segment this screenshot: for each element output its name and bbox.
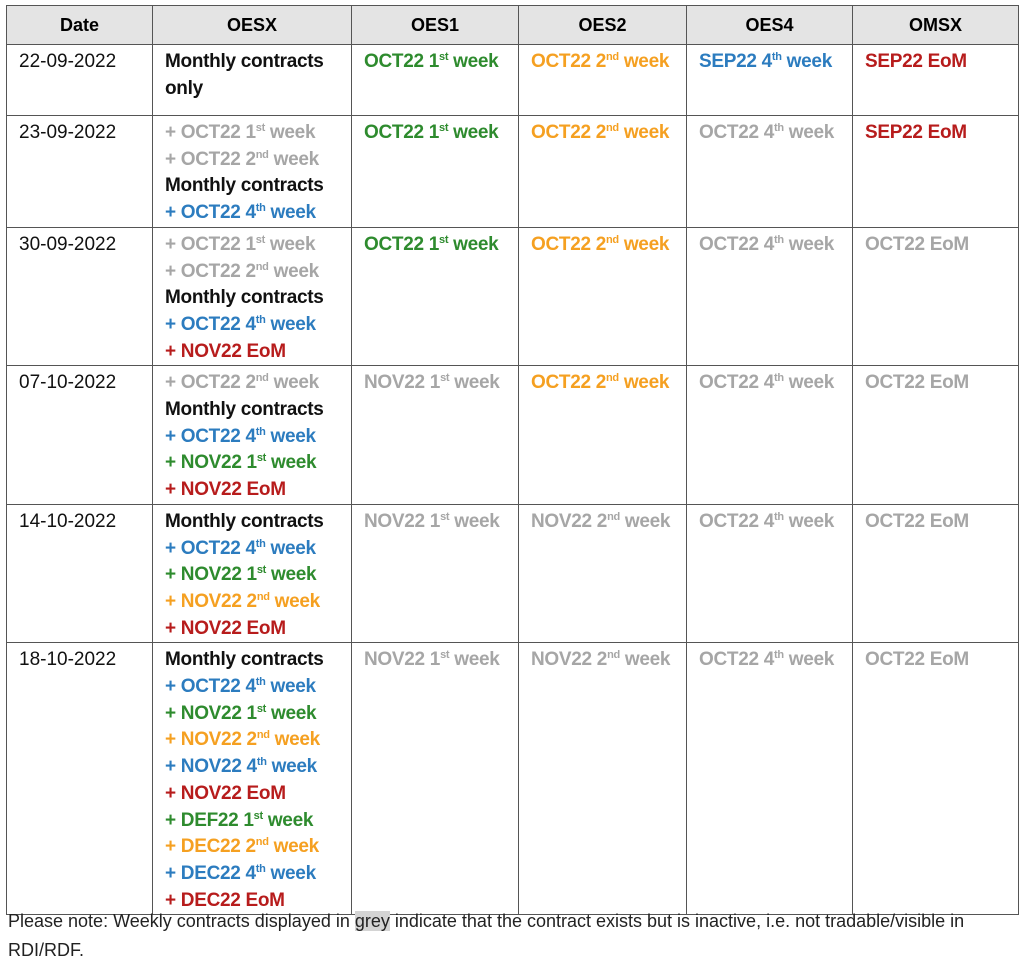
cell-date: [7, 504, 153, 643]
contract-label: [165, 312, 351, 339]
cell-date: [7, 116, 153, 228]
contract-label: [364, 647, 518, 674]
ordinal-suffix: nd: [606, 233, 619, 246]
cell-oes1: [352, 504, 519, 643]
contract-label: [165, 477, 351, 504]
contract-text: + OCT22 4: [165, 202, 256, 224]
contract-text: OCT22 1: [364, 233, 439, 255]
contract-label: [364, 509, 518, 536]
contract-text-suffix: week: [264, 233, 316, 255]
contract-text: + NOV22 1: [165, 564, 257, 586]
ordinal-suffix: st: [256, 452, 267, 465]
cell-omsx: [853, 227, 1019, 366]
contract-text-suffix: week: [449, 372, 500, 394]
column-header-date: Date: [7, 6, 153, 45]
contract-text: OCT22 EoM: [865, 649, 969, 671]
contract-text: OCT22 4: [699, 372, 774, 394]
ordinal-suffix: st: [255, 233, 265, 246]
contract-text-suffix: week: [448, 233, 499, 255]
table-header-row: [7, 6, 1019, 45]
table-row: [7, 504, 1019, 643]
date-text: 30-09-2022: [19, 233, 117, 255]
table-row: [7, 643, 1019, 915]
contract-label: [165, 562, 351, 589]
contract-text: + DEC22 2: [165, 836, 256, 858]
contract-text-suffix: week: [783, 649, 835, 671]
contract-text: + NOV22 2: [165, 729, 257, 751]
cell-oes2: [519, 227, 687, 366]
cell-omsx: [853, 45, 1019, 116]
contract-text-suffix: week: [619, 649, 671, 671]
contract-text-suffix: week: [781, 51, 832, 72]
ordinal-suffix: th: [774, 510, 784, 523]
contract-text-suffix: week: [265, 862, 316, 884]
contract-text: Monthly contracts: [165, 510, 324, 532]
ordinal-suffix: th: [255, 537, 266, 550]
contract-label: [165, 509, 351, 536]
contract-label: [699, 370, 852, 397]
cell-oes4: [687, 116, 853, 228]
ordinal-suffix: th: [255, 862, 266, 875]
cell-oes2: [519, 45, 687, 116]
contract-text: Monthly contracts: [165, 399, 324, 421]
cell-date: [7, 643, 153, 915]
cell-oesx: [153, 227, 352, 366]
contract-text-suffix: week: [262, 809, 314, 831]
contract-text-suffix: week: [264, 122, 316, 143]
ordinal-suffix: nd: [255, 260, 269, 273]
contract-label: [865, 647, 1018, 674]
contract-label: [699, 232, 852, 259]
contract-label: [165, 49, 351, 76]
contract-text: + NOV22 EoM: [165, 782, 286, 804]
contract-text: + NOV22 2: [165, 590, 257, 612]
contract-text: OCT22 4: [699, 510, 774, 532]
cell-omsx: [853, 366, 1019, 505]
cell-oes2: [519, 116, 687, 228]
contract-label: [865, 120, 1018, 147]
contract-label: [364, 370, 518, 397]
contract-text-suffix: week: [618, 51, 670, 72]
contract-label: [165, 727, 351, 754]
cell-oes4: [687, 366, 853, 505]
contract-label: [165, 285, 351, 312]
ordinal-suffix: th: [774, 649, 784, 662]
contract-label: [165, 834, 351, 861]
contract-text-suffix: week: [618, 372, 670, 394]
contract-label: [699, 509, 852, 536]
ordinal-suffix: st: [439, 51, 449, 63]
ordinal-suffix: st: [440, 649, 450, 662]
table-row: [7, 45, 1019, 116]
contract-text-suffix: week: [268, 260, 319, 282]
contract-text: only: [165, 77, 203, 99]
contract-text: NOV22 1: [364, 649, 441, 671]
contract-text-suffix: week: [619, 510, 671, 532]
contract-label: [531, 120, 686, 147]
contract-label: [165, 76, 351, 103]
contract-label: [165, 173, 351, 200]
contract-text: + NOV22 1: [165, 452, 257, 474]
contract-label: [865, 509, 1018, 536]
cell-oes1: [352, 366, 519, 505]
column-header-oesx: OESX: [153, 6, 352, 45]
contract-text-suffix: week: [265, 676, 316, 698]
ordinal-suffix: st: [256, 702, 267, 715]
contract-text: + DEF22 1: [165, 809, 254, 831]
contract-label: [865, 232, 1018, 259]
contract-text-suffix: week: [618, 233, 670, 255]
column-header-oes1: OES1: [352, 6, 519, 45]
ordinal-suffix: st: [255, 122, 265, 134]
table-row: [7, 227, 1019, 366]
contract-text: NOV22 2: [531, 649, 608, 671]
contract-label: [165, 424, 351, 451]
contract-text: NOV22 1: [364, 510, 441, 532]
cell-oesx: [153, 643, 352, 915]
ordinal-suffix: nd: [256, 729, 270, 742]
ordinal-suffix: th: [255, 676, 266, 689]
ordinal-suffix: nd: [255, 148, 269, 161]
contract-text: + NOV22 1: [165, 702, 257, 724]
contract-text: NOV22 2: [531, 510, 608, 532]
contract-text: SEP22 EoM: [865, 122, 967, 143]
cell-oes4: [687, 45, 853, 116]
contract-schedule-table: [6, 5, 1019, 915]
contract-text-suffix: week: [449, 649, 500, 671]
cell-oes4: [687, 643, 853, 915]
ordinal-suffix: nd: [606, 372, 619, 385]
contract-text: OCT22 1: [364, 122, 439, 143]
contract-label: [531, 49, 686, 76]
contract-text-suffix: week: [783, 233, 835, 255]
contract-text-suffix: week: [266, 564, 317, 586]
contract-text: + NOV22 EoM: [165, 479, 286, 501]
date-text: 22-09-2022: [19, 51, 117, 72]
contract-label: [165, 589, 351, 616]
footnote: [8, 907, 1016, 965]
contract-text: + OCT22 4: [165, 537, 256, 559]
contract-text: + DEC22 EoM: [165, 889, 285, 911]
contract-text-suffix: week: [265, 425, 316, 447]
table-body: [7, 45, 1019, 915]
contract-text-suffix: week: [268, 836, 319, 858]
contract-text-suffix: week: [266, 702, 317, 724]
column-header-oes2: OES2: [519, 6, 687, 45]
contract-text-suffix: week: [448, 51, 499, 72]
contract-label: [699, 49, 852, 76]
contract-label: [364, 49, 518, 76]
date-text: 18-10-2022: [19, 649, 117, 671]
contract-text: + OCT22 2: [165, 148, 256, 170]
contract-text-suffix: week: [269, 590, 320, 612]
date-text: 23-09-2022: [19, 122, 117, 143]
contract-label: [165, 339, 351, 366]
contract-text-suffix: week: [783, 372, 835, 394]
cell-oes1: [352, 643, 519, 915]
contract-text: OCT22 EoM: [865, 372, 969, 394]
contract-text-suffix: week: [266, 452, 317, 474]
ordinal-suffix: th: [774, 233, 784, 246]
ordinal-suffix: nd: [256, 590, 270, 603]
contract-label: [699, 647, 852, 674]
contract-label: [165, 397, 351, 424]
ordinal-suffix: th: [255, 202, 266, 215]
contract-label: [165, 536, 351, 563]
contract-text: + OCT22 4: [165, 313, 256, 335]
contract-text: OCT22 2: [531, 122, 606, 143]
contract-text-suffix: week: [269, 729, 320, 751]
contract-text-suffix: week: [783, 510, 835, 532]
contract-label: [531, 509, 686, 536]
ordinal-suffix: st: [253, 809, 263, 822]
ordinal-suffix: th: [255, 313, 266, 326]
contract-text: OCT22 4: [699, 122, 774, 143]
contract-text: OCT22 2: [531, 372, 606, 394]
ordinal-suffix: st: [256, 564, 267, 577]
contract-text-suffix: week: [783, 122, 835, 143]
contract-text: + DEC22 4: [165, 862, 256, 884]
contract-text: + OCT22 1: [165, 233, 256, 255]
footnote-text-start: Please note: Weekly contracts displayed in: [8, 911, 355, 931]
contract-label: [531, 232, 686, 259]
contract-label: [165, 147, 351, 174]
table-row: [7, 116, 1019, 228]
ordinal-suffix: st: [439, 233, 449, 246]
column-header-oes4: OES4: [687, 6, 853, 45]
contract-label: [165, 200, 351, 227]
contract-label: [165, 370, 351, 397]
ordinal-suffix: nd: [606, 122, 619, 134]
contract-label: [165, 754, 351, 781]
contract-label: [699, 120, 852, 147]
cell-omsx: [853, 504, 1019, 643]
contract-label: [165, 674, 351, 701]
cell-oesx: [153, 504, 352, 643]
cell-oes4: [687, 227, 853, 366]
contract-text-suffix: week: [266, 756, 317, 778]
cell-date: [7, 227, 153, 366]
contract-label: [165, 781, 351, 808]
contract-label: [364, 120, 518, 147]
cell-oes1: [352, 45, 519, 116]
contract-text: OCT22 2: [531, 233, 606, 255]
contract-label: [364, 232, 518, 259]
column-header-omsx: OMSX: [853, 6, 1019, 45]
contract-text: + OCT22 1: [165, 122, 256, 143]
cell-oes2: [519, 504, 687, 643]
footnote-text-end: indicate that the contract exists but is inactive, i.e. not tradable/visible in RDI/RDF.: [8, 911, 965, 960]
contract-label: [531, 370, 686, 397]
table-row: [7, 366, 1019, 505]
contract-text: + OCT22 4: [165, 425, 256, 447]
contract-label: [165, 701, 351, 728]
contract-label: [165, 647, 351, 674]
ordinal-suffix: th: [774, 372, 784, 385]
ordinal-suffix: nd: [606, 51, 619, 63]
ordinal-suffix: nd: [607, 510, 620, 523]
contract-label: [531, 647, 686, 674]
ordinal-suffix: nd: [607, 649, 620, 662]
ordinal-suffix: th: [774, 122, 784, 134]
contract-text: SEP22 EoM: [865, 51, 967, 72]
cell-omsx: [853, 116, 1019, 228]
contract-text: Monthly contracts: [165, 649, 324, 671]
cell-oes1: [352, 116, 519, 228]
contract-label: [165, 232, 351, 259]
contract-label: [165, 808, 351, 835]
contract-text: Monthly contracts: [165, 175, 324, 197]
cell-oesx: [153, 116, 352, 228]
contract-text-suffix: week: [265, 313, 316, 335]
contract-text-suffix: week: [265, 202, 316, 224]
ordinal-suffix: st: [439, 122, 449, 134]
date-text: 14-10-2022: [19, 510, 117, 532]
contract-text: OCT22 4: [699, 233, 774, 255]
contract-text: + NOV22 EoM: [165, 617, 286, 639]
contract-text: + OCT22 2: [165, 260, 256, 282]
ordinal-suffix: th: [771, 51, 782, 63]
contract-text-suffix: week: [268, 148, 319, 170]
contract-text: Monthly contracts: [165, 287, 324, 309]
footnote-grey-highlight: grey: [354, 911, 390, 931]
cell-oesx: [153, 45, 352, 116]
cell-omsx: [853, 643, 1019, 915]
cell-oes2: [519, 366, 687, 505]
contract-text-suffix: week: [449, 510, 500, 532]
contract-label: [165, 259, 351, 286]
contract-text: OCT22 4: [699, 649, 774, 671]
cell-date: [7, 45, 153, 116]
contract-label: [165, 616, 351, 643]
contract-text: + OCT22 4: [165, 676, 256, 698]
contract-text: OCT22 1: [364, 51, 439, 72]
contract-label: [165, 861, 351, 888]
ordinal-suffix: st: [440, 372, 450, 385]
contract-text: NOV22 1: [364, 372, 441, 394]
cell-oes1: [352, 227, 519, 366]
contract-text: + OCT22 2: [165, 372, 256, 394]
contract-text: OCT22 2: [531, 51, 606, 72]
contract-text: OCT22 EoM: [865, 233, 969, 255]
contract-text: SEP22 4: [699, 51, 772, 72]
cell-date: [7, 366, 153, 505]
contract-label: [865, 49, 1018, 76]
contract-label: [165, 450, 351, 477]
ordinal-suffix: st: [440, 510, 450, 523]
contract-text: OCT22 EoM: [865, 510, 969, 532]
cell-oes2: [519, 643, 687, 915]
ordinal-suffix: th: [256, 756, 267, 769]
contract-label: [165, 120, 351, 147]
contract-text-suffix: week: [448, 122, 499, 143]
date-text: 07-10-2022: [19, 372, 117, 394]
ordinal-suffix: nd: [255, 836, 269, 849]
contract-text: + NOV22 EoM: [165, 340, 286, 362]
contract-text-suffix: week: [265, 537, 316, 559]
cell-oes4: [687, 504, 853, 643]
contract-label: [865, 370, 1018, 397]
contract-text: Monthly contracts: [165, 51, 324, 72]
ordinal-suffix: nd: [255, 372, 269, 385]
contract-text: + NOV22 4: [165, 756, 257, 778]
cell-oesx: [153, 366, 352, 505]
contract-text-suffix: week: [268, 372, 319, 394]
contract-text-suffix: week: [618, 122, 670, 143]
ordinal-suffix: th: [255, 425, 266, 438]
